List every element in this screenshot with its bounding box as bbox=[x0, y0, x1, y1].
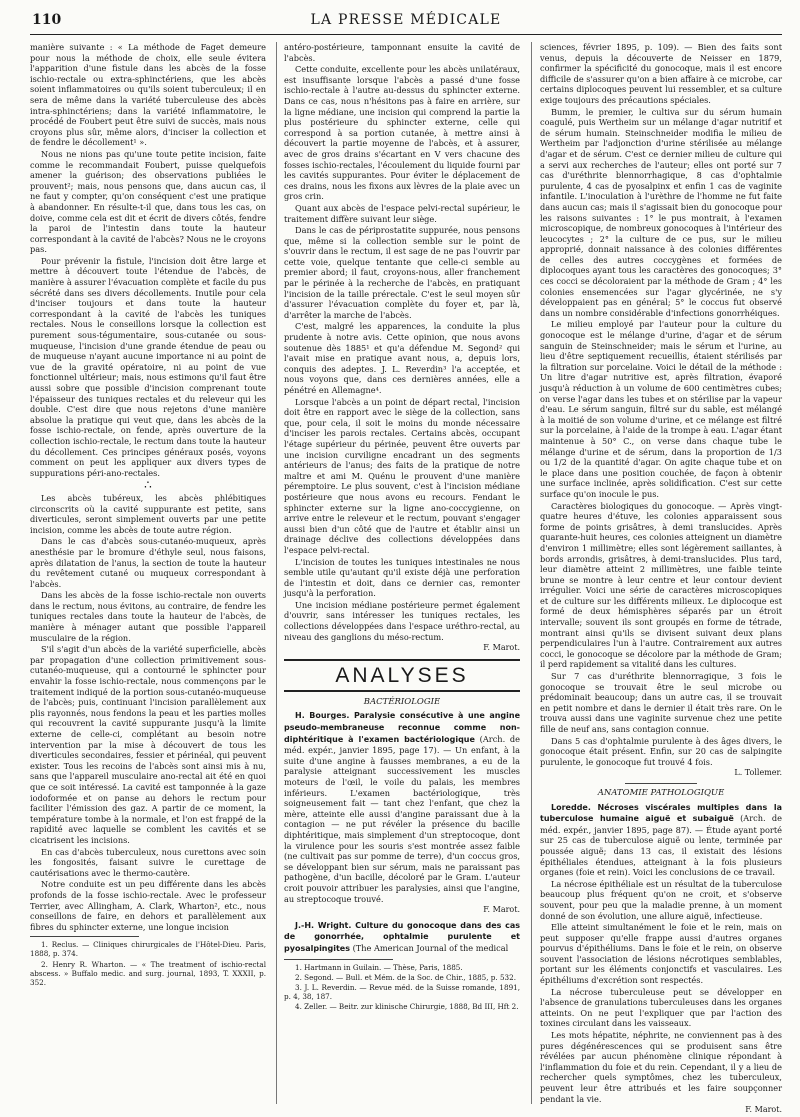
footnote-rule bbox=[284, 959, 393, 960]
column-divider bbox=[531, 42, 532, 1104]
author-signature: L. Tollemer. bbox=[734, 768, 782, 778]
abstract bbox=[540, 802, 782, 878]
abstract-body: (Arch. de méd. expér., janvier 1895, page 87). — Étude ayant porté sur 25 cas de tuberculose aiguë ou lente, terminée par poussée aiguë; dans 13 cas, il existait des lésions épithéliales étendues, atteignant à la fois plusieurs organes (foie et rein). Voici les conclusions de ce travail. bbox=[540, 813, 782, 878]
paragraph: Quant aux abcès de l'espace pelvi-rectal supérieur, le traitement diffère suivant leur siège. bbox=[284, 202, 520, 224]
paragraph: Sur 7 cas d'uréthrite blennorragique, 3 fois le gonocoque se trouvait être le seul microbe ou prédominait beaucoup; dans un autre cas, il se trouvait en petit nombre et dans le dernier il était très rare. On le trouva aussi dans une vaginite survenue chez une petite fille de neuf ans, sans contagion connue. bbox=[540, 671, 782, 734]
abstract bbox=[284, 710, 520, 904]
paragraph: Le milieu employé par l'auteur pour la culture du gonocoque est le mélange d'urine, d'agar et de sérum sanguin de Steinschneider; mais le sérum et l'urine, au lieu d'être septiquement recueillis, étaient stérilisés par la filtration sur porcelaine. Voici le détail de la méthode : Un litre d'agar nutritive est, après filtration, évaporé jusqu'à réduction à un volume de 600 centimètres cubes; on verse l'agar dans les tubes et on stérilise par la vapeur d'eau. Le sérum sanguin, filtré sur du sable, est mélangé à la moitié de son volume d'urine, et ce mélange est filtré sur la porcelaine, à l'aide de la trompe à eau. L'agar étant maintenue à 50° C., on verse dans chaque tube le mélange d'urine et de sérum, dans la proportion de 1/3 ou 1/2 de la quantité d'agar. On agite chaque tube et on le place dans une position couchée, de façon à obtenir une surface inclinée, après solidification. C'est sur cette surface qu'on inocule le pus. bbox=[540, 319, 782, 499]
abstract bbox=[284, 920, 520, 955]
paragraph: Caractères biologiques du gonocoque. — Après vingt-quatre heures d'étuve, les colonies apparaissent sous forme de points grisâtres, à demi translucides. Après quarante-huit heures, ces colonies atteignent un diamètre d'environ 1 millimètre; elles sont légèrement saillantes, à bords arrondis, grisâtres, à demi-translucides. Plus tard, leur diamètre atteint 2 millimètres, une faible teinte brune se montre à leur centre et leur contour devient irrégulier. Voici une série de caractères microscopiques et de culture sur les différents milieux. Le diplocoque est formé de deux hémisphères séparés par un étroit intervalle; souvent ils sont groupés en forme de tétrade, montrant ainsi qu'ils se divisent suivant deux plans perpendiculaires l'un à l'autre. Contrairement aux autres cocci, le gonocoque se décolore par la méthode de Gram; il perd rapidement sa vitalité dans les cultures. bbox=[540, 500, 782, 670]
paragraph: S'il s'agit d'un abcès de la variété superficielle, abcès par propagation d'une collection primitivement sous-cutanéo-muqueuse, qui a contourné le sphincter pour envahir la fosse ischio-rectale, nous commençons par le traitement indiqué de la portion sous-cutanéo-muqueuse de l'abcès; puis, continuant l'incision parallèlement aux plis rayonnés, nous fendons la peau et les parties molles qui recouvrent la cavité suppurante jusqu'à la limite externe de celle-ci, complétant au besoin notre intervention par la mise à découvert de tous les diverticules secondaires, fessier et périnéal, qui peuvent exister. Tous les recoins de l'abcès sont ainsi mis à nu, sans que l'appareil musculaire ano-rectal ait été en quoi que ce soit intéressé. La cavité est tamponnée à la gaze iodoformée et on panse au dehors le rectum pour faciliter l'émission des gaz. A partir de ce moment, la température tombe à la normale, et l'on est frappé de la rapidité avec laquelle se comblent les cavités et se cicatrisent les incisions. bbox=[30, 644, 266, 845]
author-signature: F. Marot. bbox=[483, 905, 520, 915]
paragraph: Dans le cas de périprostatite suppurée, nous pensons que, même si la collection semble sur le point de s'ouvrir dans le rectum, il est sage de ne pas l'ouvrir par cette voie, quelque tentante que celle-ci semble au premier abord; il faut, croyons-nous, aller franchement par le périnée à la recherche de l'abcès, en pratiquant l'incision de la taille prérectale. C'est le seul moyen sûr d'assurer l'évacuation complète du foyer et, par là, d'arrêter la marche de l'abcès. bbox=[284, 225, 520, 320]
paragraph: La nécrose épithéliale est un résultat de la tuberculose beaucoup plus fréquent qu'on ne croit, et s'observe souvent, pour peu que la maladie prenne, à un moment donné de son évolution, une allure aiguë, infectieuse. bbox=[540, 878, 782, 921]
section-separator: ∴ bbox=[144, 478, 152, 493]
column-1 bbox=[30, 42, 266, 1102]
column-3 bbox=[540, 42, 782, 1115]
paragraph: Dans les abcès de la fosse ischio-rectale non ouverts dans le rectum, nous évitons, au contraire, de fendre les tuniques rectales dans toute la hauteur de l'abcès, de manière à ménager autant que possible l'appareil musculaire de la région. bbox=[30, 590, 266, 643]
paragraph: C'est, malgré les apparences, la conduite la plus prudente à notre avis. Cette opinion, que nous avons soutenue dès 1885¹ et qu'a défendue M. Segond² qui l'avait mise en pratique avant nous, a, depuis lors, conquis des adeptes. J. L. Reverdin³ l'a acceptée, et nous voyons que, dans ces dernières années, elle a pénétré en Allemagne⁴. bbox=[284, 321, 520, 395]
page-number: 110 bbox=[32, 12, 62, 28]
footnote: 2. Segond. — Bull. et Mém. de la Soc. de Chir., 1885, p. 532. bbox=[295, 972, 516, 982]
paragraph: sciences, février 1895, p. 109). — Bien des faits sont venus, depuis la découverte de Neisser en 1879, confirmer la spécificité du gonocoque, mais il est encore difficile de s'assurer qu'on a bien affaire à ce microbe, car certains diplocoques peuvent lui ressembler, et sa culture exige toujours des précautions spéciales. bbox=[540, 42, 782, 105]
paragraph: manière suivante : « La méthode de Faget demeure pour nous la méthode de choix, elle seule évitera l'apparition d'une fistule dans les abcès de la fosse ischio-rectale ou extra-sphinctériens, que les abcès soient inflammatoires ou qu'ils soient tuberculeux; il en sera de même dans la variété tuberculeuse des abcès intra-sphinctériens; dans la variété inflammatoire, le procédé de Foubert peut être suivi de succès, mais nous croyons plus sûr, même alors, d'inciser la collection et de fendre le décollement¹ ». bbox=[30, 42, 266, 148]
paragraph: Une incision médiane postérieure permet également d'ouvrir, sans intéresser les tuniques rectales, les collections développées dans l'espace uréthro-rectal, au niveau des ganglions du méso-rectum. bbox=[284, 599, 520, 642]
author-signature: F. Marot. bbox=[745, 1105, 782, 1115]
paragraph: Lorsque l'abcès a un point de départ rectal, l'incision doit être en rapport avec le siège de la collection, sans que, pour cela, il soit le moins du monde nécessaire d'inciser les parois rectales. Certains abcès, occupant l'étage supérieur du périnée, peuvent être ouverts par une incision curviligne encadrant un des segments antérieurs de l'anus; des faits de la pratique de notre maître et ami M. Quénu le prouvent d'une manière péremptoire. Le plus souvent, c'est à l'incision médiane postérieure que nous avons eu recours. Fendant le sphincter externe sur la ligne ano-coccygienne, on arrive entre le releveur et le rectum, pouvant s'engager aussi bien d'un côté que de l'autre et établir ainsi un drainage déclive des collections développées dans l'espace pelvi-rectal. bbox=[284, 396, 520, 555]
paragraph: Nous ne nions pas qu'une toute petite incision, faite comme le recommandait Foubert, puisse quelquefois amener la guérison; des observations publiées le prouvent²; mais, nous pensons que, dans aucun cas, il ne faut y compter, qu'on conséquent c'est une pratique à abandonner. En résulte-t-il que, dans tous les cas, on doive, comme cela est dit et écrit de divers côtés, fendre la paroi de l'intestin dans toute la hauteur correspondant à la cavité de l'abcès? Nous ne le croyons pas. bbox=[30, 148, 266, 255]
paragraph: Les mots hépatite, néphrite, ne conviennent pas à des pures dégénérescences qui se produisent sans être révélées par aucun phénomène clinique répondant à l'inflammation du foie et du rein. Cependant, il y a lieu de rechercher quels symptômes, chez les tuberculeux, peuvent leur être attribués et les faire soupçonner pendant la vie. bbox=[540, 1030, 782, 1104]
paragraph: Bumm, le premier, le cultiva sur du sérum humain coagulé, puis Wertheim sur un mélange d'agar nutritif et de sérum humain. Steinschneider modifia le milieu de Wertheim par l'adjonction d'urine stérilisée au mélange d'agar et de sérum. C'est ce dernier milieu de culture qui a servi aux recherches de l'auteur; elles ont porté sur 7 cas d'uréthrite blennorrhagique, 8 cas d'ophtalmie purulente, 4 cas de pyosalpinx et enfin 1 cas de vaginite infantile. L'inoculation à l'urèthre de l'homme ne fut faite dans aucun cas; mais il s'agissait bien du gonocoque pour les raisons suivantes : 1° le pus montrait, à l'examen microscopique, de nombreux gonocoques à l'intérieur des leucocytes ; 2° la culture de ce pus, sur le milieu approprié, donnait naissance à des colonies différentes de celles des autres coccygènes et formées de diplocoques ayant tous les caractères des gonocoques; 3° ces cocci se décoloraient par la méthode de Gram ; 4° les colonies ensemencées sur l'agar glycérinée, ne s'y développaient pas en général; 5° le coccus fut observé dans un nombre considérable d'infections gonorrhéiques. bbox=[540, 106, 782, 318]
abstract-heading: Loredde. Nécroses viscérales multiples dans la tuberculose humaine aiguë et subaiguë bbox=[540, 802, 782, 824]
section-rule bbox=[625, 783, 698, 784]
paragraph: La nécrose tuberculeuse peut se développer en l'absence de granulations tuberculeuses dans les organes atteints. On ne peut l'expliquer que par l'action des toxines circulant dans les vaisseaux. bbox=[540, 986, 782, 1029]
abstract-heading: H. Bourges. Paralysie consécutive à une angine pseudo-membraneuse reconnue comme non-diphtéritique à l'examen bactériologique bbox=[284, 711, 520, 744]
footnote: 1. Hartmann in Guilain. — Thèse, Paris, 1885. bbox=[295, 962, 463, 972]
paragraph: antéro-postérieure, tamponnant ensuite la cavité de l'abcès. bbox=[284, 42, 520, 63]
paragraph: En cas d'abcès tuberculeux, nous curettons avec soin les fongosités, faisant suivre le curettage de cautérisations avec le thermo-cautère. bbox=[30, 846, 266, 878]
section-banner bbox=[284, 659, 520, 692]
column-2 bbox=[284, 42, 520, 1102]
footnote: 2. Henry R. Wharton. — « The treatment of ischio-rectal abscess. » Buffalo medic. and surg. journal, 1893, T. XXXII, p. 352. bbox=[30, 959, 266, 988]
rubric-heading: ANATOMIE PATHOLOGIQUE bbox=[597, 787, 725, 798]
paragraph: Elle atteint simultanément le foie et le rein, mais on peut supposer qu'elle frappe aussi d'autres organes pourvus d'épithéliums. Dans le foie et le rein, on observe souvent l'association de lésions nécrotiques semblables, portant sur les éléments conjonctifs et vasculaires. Les épithéliums d'excrétion sont respectés. bbox=[540, 922, 782, 986]
footnote: 4. Zeller. — Beitr. zur klinische Chirurgie, 1888, Bd III, Hft 2. bbox=[295, 1002, 519, 1012]
paragraph: L'incision de toutes les tuniques intestinales ne nous semble utile qu'autant qu'il existe déjà une perforation de l'intestin et doit, dans ce dernier cas, remonter jusqu'à la perforation. bbox=[284, 556, 520, 599]
column-divider bbox=[276, 42, 277, 1104]
footnote-rule bbox=[30, 936, 139, 937]
rubric-heading: BACTÉRIOLOGIE bbox=[363, 696, 441, 707]
author-signature: F. Marot. bbox=[483, 643, 520, 653]
page-header bbox=[30, 8, 782, 35]
paragraph: Les abcès tubéreux, les abcès phlébitiques circonscrits où la cavité suppurante est petite, sans diverticules, seront simplement ouverts par une petite incision, comme les abcès de toute autre région. bbox=[30, 492, 266, 535]
footnote: 1. Reclus. — Cliniques chirurgicales de l'Hôtel-Dieu. Paris, 1888, p. 374. bbox=[30, 940, 266, 959]
abstract-heading: J.-H. Wright. Culture du gonocoque dans des cas de gonorrhée, ophtalmie purulente et pyosalpingites bbox=[284, 920, 520, 953]
paragraph: Pour prévenir la fistule, l'incision doit être large et mettre à découvert toute l'étendue de l'abcès, de manière à assurer l'évacuation complète et facile du pus sécrété dans ses divers décollements. Inutile pour cela d'inciser toujours et dans toute la hauteur correspondant à la cavité de l'abcès les tuniques rectales. Nous le conseillons lorsque la collection est purement sous-tégumentaire, sous-cutanée ou sous-muqueuse, l'incision d'une grande étendue de peau ou de muqueuse n'ayant aucune importance ni au point de vue de la gravité opératoire, ni au point de vue fonctionnel ultérieur; mais, nous estimons qu'il faut être aussi sobre que possible d'incision comprenant toute l'épaisseur des tuniques rectales et du releveur qui les double. C'est dire que nous rejetons d'une manière absolue la pratique qui veut que, dans les abcès de la fosse ischio-rectale, on fende, après ouverture de la collection ischio-rectale, le rectum dans toute la hauteur du décollement. Ces principes généraux posés, voyons comment on peut les appliquer aux divers types de suppurations péri-ano-rectales. bbox=[30, 255, 266, 478]
footnote: 3. J. L. Reverdin. — Revue méd. de la Suisse romande, 1891, p. 4, 38, 187. bbox=[284, 982, 520, 1002]
paragraph: Dans le cas d'abcès sous-cutanéo-muqueux, après anesthésie par le bromure d'éthyle seul, nous faisons, après dilatation de l'anus, la section de toute la hauteur du revêtement cutané ou muqueux correspondant à l'abcès. bbox=[30, 536, 266, 589]
journal-title: LA PRESSE MÉDICALE bbox=[310, 12, 502, 28]
paragraph: Cette conduite, excellente pour les abcès unilatéraux, est insuffisante lorsque l'abcès a passé d'une fosse ischio-rectale à l'autre au-dessus du sphincter externe. Dans ce cas, nous n'hésitons pas à faire en arrière, sur la ligne médiane, une incision qui comprend la partie la plus postérieure du sphincter externe, celle qui correspond à sa portion cutanée, à mettre ainsi à découvert la partie moyenne de l'abcès, et à assurer, avec de gros drains s'écartant en V vers chacune des fosses ischio-rectales, l'écoulement du liquide fourni par les cavités suppurantes. Pour éviter le déplacement de ces drains, nous les fixons aux lèvres de la plaie avec un gros crin. bbox=[284, 64, 520, 202]
abstract-body: (Arch. de méd. expér., janvier 1895, page 17). — Un enfant, à la suite d'une angine à fausses membranes, a eu de la paralysie atteignant successivement les muscles moteurs de l'œil, le voile du palais, les membres inférieurs. L'examen bactériologique, très soigneusement fait — tant chez l'enfant, que chez la mère, atteinte elle aussi d'angine paraissant due à la contagion — ne put révéler la présence du bacille diphtéritique, mais simplement d'un streptocoque, dont la virulence pour les souris s'est montrée assez faible (ne cultivait pas sur pomme de terre), d'un coccus gros, se développant bien sur sérum, mais ne paraissant pas pathogène, d'un bacille, décoloré par le Gram. L'auteur croit pouvoir attribuer les paralysies, ainsi que l'angine, au streptocoque trouvé. bbox=[284, 733, 521, 904]
abstract-body: (The American Journal of the medical bbox=[349, 942, 509, 953]
paragraph: Dans 5 cas d'ophtalmie purulente à des âges divers, le gonocoque était présent. Enfin, sur 20 cas de salpingite purulente, le gonocoque fut trouvé 4 fois. bbox=[540, 735, 782, 767]
section-title: ANALYSES bbox=[335, 663, 469, 687]
paragraph: Notre conduite est un peu différente dans les abcès profonds de la fosse ischio-rectale. Avec le professeur Terrier, avec Allingham, A. Clark, Wharton², etc., nous conseillons de faire, en dehors et parallèlement aux fibres du sphincter externe, une longue incision bbox=[30, 879, 266, 932]
